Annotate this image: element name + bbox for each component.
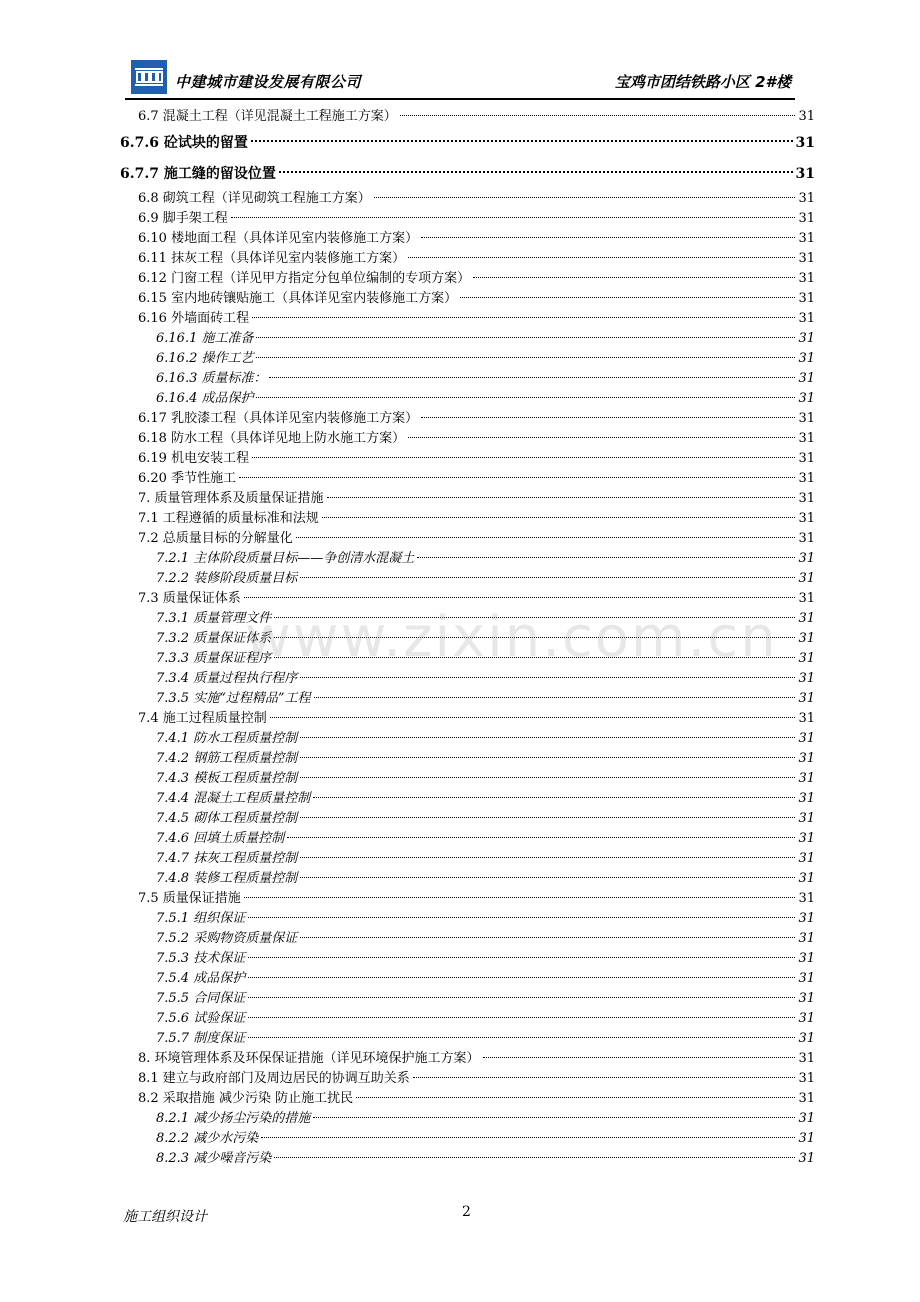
toc-entry-title: 7.4 施工过程质量控制	[138, 711, 267, 726]
toc-entry-title: 6.16.4 成品保护	[156, 391, 254, 406]
toc-entry[interactable]	[120, 189, 815, 209]
toc-entry-page: 31	[795, 135, 815, 151]
company-logo	[131, 60, 167, 94]
toc-dot-leader	[300, 677, 795, 678]
toc-entry[interactable]	[120, 629, 815, 649]
toc-entry-title: 6.11 抹灰工程（具体详见室内装修施工方案）	[138, 251, 406, 266]
toc-dot-leader	[417, 557, 795, 558]
watermark: www.zixin.com.cn	[245, 605, 778, 670]
toc-entry-title: 7.3.3 质量保证程序	[156, 651, 272, 666]
toc-dot-leader	[300, 857, 795, 858]
toc-dot-leader	[296, 537, 796, 538]
toc-entry-page: 31	[798, 331, 815, 346]
toc-entry[interactable]	[120, 569, 815, 589]
toc-entry-page: 31	[798, 591, 815, 606]
toc-dot-leader	[248, 917, 795, 918]
toc-entry-title: 8.2 采取措施 减少污染 防止施工扰民	[138, 1091, 354, 1106]
toc-entry-title: 6.10 楼地面工程（具体详见室内装修施工方案）	[138, 231, 419, 246]
toc-entry-page: 31	[798, 391, 815, 406]
toc-dot-leader	[473, 277, 795, 278]
toc-entry[interactable]	[120, 969, 815, 989]
toc-entry-title: 6.15 室内地砖镶贴施工（具体详见室内装修施工方案）	[138, 291, 458, 306]
toc-entry[interactable]	[120, 209, 815, 229]
toc-dot-leader	[287, 837, 795, 838]
toc-entry-page: 31	[798, 211, 815, 226]
toc-entry-title: 8. 环境管理体系及环保保证措施（详见环境保护施工方案）	[138, 1051, 480, 1066]
toc-entry-page: 31	[798, 671, 815, 686]
toc-dot-leader	[300, 737, 795, 738]
toc-entry-title: 6.17 乳胶漆工程（具体详见室内装修施工方案）	[138, 411, 419, 426]
toc-dot-leader	[300, 817, 795, 818]
toc-dot-leader	[269, 377, 795, 378]
toc-dot-leader	[252, 317, 795, 318]
toc-entry[interactable]	[120, 1009, 815, 1029]
toc-dot-leader	[300, 577, 795, 578]
toc-dot-leader	[374, 197, 796, 198]
toc-entry-title: 6.7.6 砼试块的留置	[120, 135, 248, 151]
toc-entry-title: 7.3 质量保证体系	[138, 591, 241, 606]
toc-dot-leader	[274, 657, 795, 658]
toc-entry[interactable]	[120, 1089, 815, 1109]
toc-entry-title: 6.7 混凝土工程（详见混凝土工程施工方案）	[138, 109, 397, 124]
toc-entry-title: 7.5.5 合同保证	[156, 991, 246, 1006]
toc-entry-title: 7.4.8 装修工程质量控制	[156, 871, 298, 886]
toc-entry-title: 6.16.2 操作工艺	[156, 351, 254, 366]
toc-entry[interactable]	[120, 389, 815, 409]
toc-entry-page: 31	[798, 351, 815, 366]
toc-dot-leader	[300, 777, 795, 778]
toc-entry-page: 31	[798, 651, 815, 666]
toc-entry[interactable]	[120, 1029, 815, 1049]
toc-entry[interactable]	[120, 689, 815, 709]
toc-entry-page: 31	[798, 791, 815, 806]
toc-entry[interactable]	[120, 589, 815, 609]
toc-entry-title: 8.1 建立与政府部门及周边居民的协调互助关系	[138, 1071, 410, 1086]
toc-entry-page: 31	[798, 571, 815, 586]
toc-entry-title: 6.16.3 质量标准：	[156, 371, 267, 386]
toc-entry-title: 7.5.4 成品保护	[156, 971, 246, 986]
toc-entry[interactable]	[120, 609, 815, 629]
toc-entry-title: 7.4.5 砌体工程质量控制	[156, 811, 298, 826]
toc-entry-page: 31	[798, 1011, 815, 1026]
toc-dot-leader	[279, 171, 793, 173]
toc-entry-title: 7.4.7 抹灰工程质量控制	[156, 851, 298, 866]
toc-entry-page: 31	[798, 411, 815, 426]
toc-dot-leader	[256, 397, 795, 398]
toc-dot-leader	[256, 357, 795, 358]
toc-dot-leader	[239, 477, 795, 478]
toc-dot-leader	[244, 597, 796, 598]
toc-entry[interactable]	[120, 669, 815, 689]
toc-dot-leader	[270, 717, 796, 718]
toc-entry[interactable]	[120, 128, 815, 158]
toc-dot-leader	[314, 697, 796, 698]
toc-entry-title: 8.2.2 减少水污染	[156, 1131, 259, 1146]
toc-dot-leader	[248, 997, 795, 998]
toc-entry-title: 6.8 砌筑工程（详见砌筑工程施工方案）	[138, 191, 371, 206]
toc-entry-page: 31	[798, 911, 815, 926]
toc-entry-page: 31	[795, 166, 815, 182]
toc-entry-title: 6.12 门窗工程（详见甲方指定分包单位编制的专项方案）	[138, 271, 471, 286]
toc-entry-title: 7.5 质量保证措施	[138, 891, 241, 906]
toc-entry-title: 7.4.2 钢筋工程质量控制	[156, 751, 298, 766]
toc-entry[interactable]	[120, 269, 815, 289]
toc-dot-leader	[261, 1137, 795, 1138]
toc-entry-page: 31	[798, 631, 815, 646]
toc-entry-page: 31	[798, 511, 815, 526]
toc-entry-page: 31	[798, 251, 815, 266]
toc-entry-title: 7.2.2 装修阶段质量目标	[156, 571, 298, 586]
toc-entry-title: 7.3.1 质量管理文件	[156, 611, 272, 626]
toc-entry[interactable]	[120, 349, 815, 369]
toc-entry-title: 8.2.1 减少扬尘污染的措施	[156, 1111, 311, 1126]
toc-entry[interactable]	[120, 469, 815, 489]
toc-dot-leader	[408, 257, 795, 258]
toc-entry-title: 7.4.3 模板工程质量控制	[156, 771, 298, 786]
toc-entry-title: 7.5.7 制度保证	[156, 1031, 246, 1046]
page-header	[125, 56, 795, 100]
toc-entry-page: 31	[798, 231, 815, 246]
toc-entry-page: 31	[798, 751, 815, 766]
toc-entry[interactable]	[120, 309, 815, 329]
toc-entry[interactable]	[120, 329, 815, 349]
toc-dot-leader	[251, 140, 793, 142]
toc-entry[interactable]	[120, 649, 815, 669]
toc-dot-leader	[413, 1077, 796, 1078]
toc-entry-title: 7.5.2 采购物资质量保证	[156, 931, 298, 946]
toc-entry-page: 31	[798, 1111, 815, 1126]
page-number: 2	[462, 1204, 471, 1220]
toc-entry[interactable]	[120, 549, 815, 569]
toc-entry-page: 31	[798, 1151, 815, 1166]
toc-entry[interactable]	[120, 107, 815, 127]
toc-entry-page: 31	[798, 951, 815, 966]
toc-entry-title: 6.16.1 施工准备	[156, 331, 254, 346]
toc-entry-page: 31	[798, 1131, 815, 1146]
toc-dot-leader	[300, 937, 795, 938]
toc-dot-leader	[244, 897, 796, 898]
company-name: 中建城市建设发展有限公司	[175, 73, 362, 91]
toc-entry[interactable]	[120, 1109, 815, 1129]
toc-entry-title: 6.9 脚手架工程	[138, 211, 228, 226]
toc-dot-leader	[313, 1117, 795, 1118]
toc-dot-leader	[300, 757, 795, 758]
toc-entry-page: 31	[798, 491, 815, 506]
toc-entry-page: 31	[798, 811, 815, 826]
table-of-contents	[120, 107, 815, 1169]
toc-entry[interactable]	[120, 159, 815, 189]
toc-entry[interactable]	[120, 729, 815, 749]
toc-entry[interactable]	[120, 849, 815, 869]
toc-entry-page: 31	[798, 611, 815, 626]
toc-entry[interactable]	[120, 769, 815, 789]
footer-title: 施工组织设计	[123, 1209, 207, 1225]
toc-entry-page: 31	[798, 731, 815, 746]
toc-entry-page: 31	[798, 291, 815, 306]
toc-dot-leader	[248, 1037, 795, 1038]
toc-entry[interactable]	[120, 249, 815, 269]
toc-entry-page: 31	[798, 311, 815, 326]
toc-dot-leader	[483, 1057, 796, 1058]
toc-entry[interactable]	[120, 529, 815, 549]
toc-entry[interactable]	[120, 889, 815, 909]
toc-entry[interactable]	[120, 869, 815, 889]
toc-entry[interactable]	[120, 929, 815, 949]
toc-dot-leader	[274, 637, 795, 638]
toc-entry-title: 7.3.4 质量过程执行程序	[156, 671, 298, 686]
toc-entry[interactable]	[120, 949, 815, 969]
toc-entry[interactable]	[120, 449, 815, 469]
toc-dot-leader	[421, 237, 795, 238]
toc-entry-title: 7.3.2 质量保证体系	[156, 631, 272, 646]
toc-entry-title: 7.5.6 试验保证	[156, 1011, 246, 1026]
toc-entry[interactable]	[120, 989, 815, 1009]
toc-entry[interactable]	[120, 1049, 815, 1069]
toc-entry-page: 31	[798, 711, 815, 726]
toc-entry-title: 7.3.5 实施“过程精品”工程	[156, 691, 311, 706]
toc-dot-leader	[460, 297, 795, 298]
toc-dot-leader	[313, 797, 795, 798]
toc-entry-page: 31	[798, 1031, 815, 1046]
toc-entry-title: 7.4.6 回填土质量控制	[156, 831, 285, 846]
toc-entry[interactable]	[120, 289, 815, 309]
toc-dot-leader	[248, 1017, 795, 1018]
toc-entry[interactable]	[120, 809, 815, 829]
toc-entry[interactable]	[120, 1129, 815, 1149]
toc-entry[interactable]	[120, 909, 815, 929]
toc-entry-page: 31	[798, 991, 815, 1006]
toc-entry-page: 31	[798, 831, 815, 846]
toc-entry-page: 31	[798, 1091, 815, 1106]
toc-entry-title: 7.5.3 技术保证	[156, 951, 246, 966]
toc-dot-leader	[421, 417, 795, 418]
toc-entry[interactable]	[120, 709, 815, 729]
toc-entry-page: 31	[798, 771, 815, 786]
toc-dot-leader	[322, 517, 796, 518]
toc-entry-title: 6.16 外墙面砖工程	[138, 311, 250, 326]
toc-entry-title: 7.2.1 主体阶段质量目标——争创清水混凝土	[156, 551, 415, 566]
toc-entry[interactable]	[120, 509, 815, 529]
toc-entry-page: 31	[798, 191, 815, 206]
toc-entry-title: 7.2 总质量目标的分解量化	[138, 531, 293, 546]
toc-entry-title: 7. 质量管理体系及质量保证措施	[138, 491, 324, 506]
toc-entry-title: 6.19 机电安装工程	[138, 451, 250, 466]
toc-entry-title: 6.18 防水工程（具体详见地上防水施工方案）	[138, 431, 406, 446]
toc-entry[interactable]	[120, 409, 815, 429]
toc-dot-leader	[248, 957, 795, 958]
toc-entry-title: 7.1 工程遵循的质量标准和法规	[138, 511, 319, 526]
toc-entry-page: 31	[798, 551, 815, 566]
toc-entry-title: 7.5.1 组织保证	[156, 911, 246, 926]
toc-dot-leader	[274, 1157, 795, 1158]
toc-entry-page: 31	[798, 1071, 815, 1086]
toc-entry[interactable]	[120, 1149, 815, 1169]
toc-dot-leader	[300, 877, 795, 878]
toc-entry[interactable]	[120, 369, 815, 389]
toc-entry-title: 6.7.7 施工缝的留设位置	[120, 166, 276, 182]
toc-entry-page: 31	[798, 431, 815, 446]
toc-entry[interactable]	[120, 1069, 815, 1089]
toc-entry-page: 31	[798, 851, 815, 866]
toc-entry-page: 31	[798, 371, 815, 386]
toc-entry-page: 31	[798, 451, 815, 466]
toc-dot-leader	[400, 115, 796, 116]
toc-dot-leader	[252, 457, 795, 458]
project-name: 宝鸡市团结铁路小区 2#楼	[614, 73, 791, 91]
toc-entry-page: 31	[798, 891, 815, 906]
toc-entry-page: 31	[798, 871, 815, 886]
toc-entry-page: 31	[798, 271, 815, 286]
toc-entry-title: 6.20 季节性施工	[138, 471, 237, 486]
toc-entry-page: 31	[798, 109, 815, 124]
toc-dot-leader	[256, 337, 795, 338]
toc-dot-leader	[274, 617, 795, 618]
toc-entry-title: 7.4.1 防水工程质量控制	[156, 731, 298, 746]
toc-entry[interactable]	[120, 789, 815, 809]
toc-dot-leader	[231, 217, 796, 218]
toc-entry-title: 7.4.4 混凝土工程质量控制	[156, 791, 311, 806]
toc-entry-page: 31	[798, 931, 815, 946]
toc-entry[interactable]	[120, 229, 815, 249]
toc-entry-page: 31	[798, 971, 815, 986]
toc-dot-leader	[356, 1097, 795, 1098]
toc-entry[interactable]	[120, 489, 815, 509]
toc-entry-page: 31	[798, 691, 815, 706]
toc-entry[interactable]	[120, 429, 815, 449]
toc-entry-title: 8.2.3 减少噪音污染	[156, 1151, 272, 1166]
toc-entry-page: 31	[798, 471, 815, 486]
toc-dot-leader	[248, 977, 795, 978]
toc-entry-page: 31	[798, 531, 815, 546]
toc-dot-leader	[327, 497, 796, 498]
toc-entry[interactable]	[120, 829, 815, 849]
toc-dot-leader	[408, 437, 795, 438]
toc-entry[interactable]	[120, 749, 815, 769]
toc-entry-page: 31	[798, 1051, 815, 1066]
